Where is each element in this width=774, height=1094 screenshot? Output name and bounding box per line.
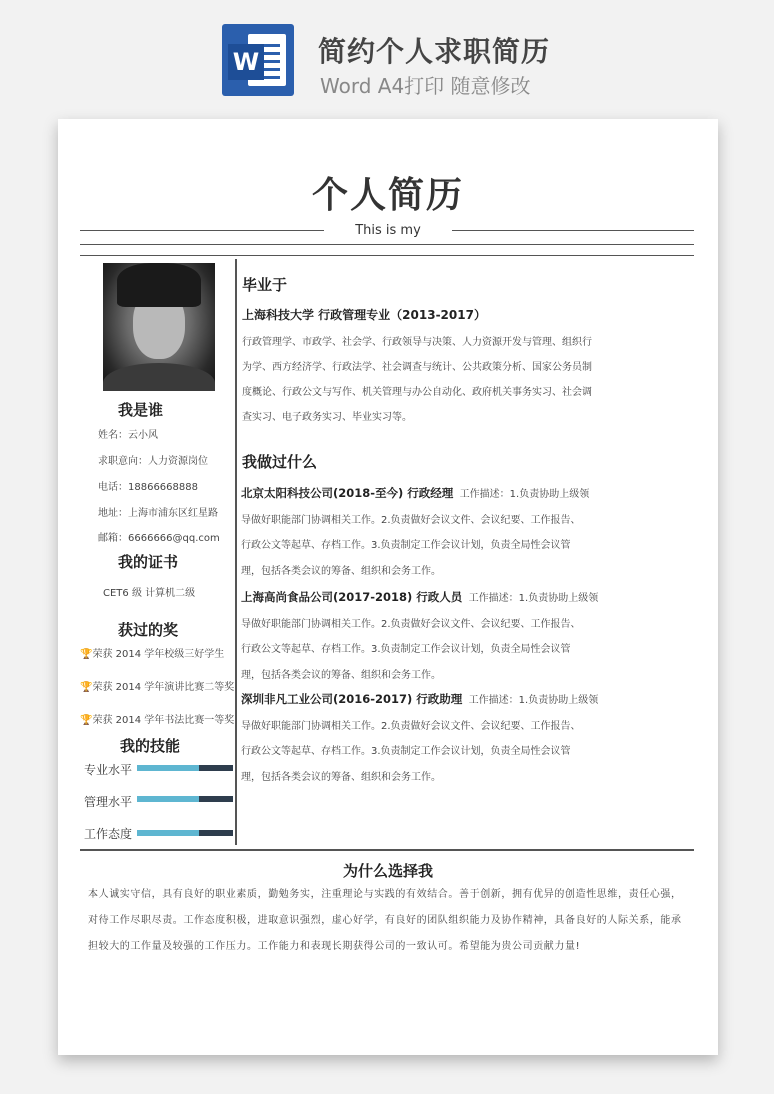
award-item: 🏆荣获 2014 学年校级三好学生 bbox=[80, 649, 225, 660]
skill-bar bbox=[137, 796, 233, 802]
who-title: 我是谁 bbox=[118, 401, 164, 419]
skill-bar bbox=[137, 830, 233, 836]
template-banner bbox=[0, 0, 774, 110]
cert-list: CET6 级 计算机二级 bbox=[103, 588, 196, 599]
award-item: 🏆荣获 2014 学年演讲比赛二等奖 bbox=[80, 682, 235, 693]
skill-title: 我的技能 bbox=[120, 737, 181, 755]
job-entry: 上海高尚食品公司(2017-2018) 行政人员 工作描述：1.负责协助上级领 导做好职能部门协调相关工作。2.负责做好会议文件、会议纪要、工作报告、 行政公文等起草、存档工作。3.负责制定工作会议计划，负责全局性会议管 理，包括各类会议的筹备、组织和会务工作。 bbox=[241, 590, 599, 681]
education-school: 上海科技大学 行政管理专业（2013-2017） bbox=[242, 308, 486, 322]
job-head: 深圳非凡工业公司(2016-2017) 行政助理 bbox=[241, 692, 463, 706]
resume-page bbox=[58, 119, 718, 1055]
column-divider bbox=[235, 259, 237, 845]
award-item: 🏆荣获 2014 学年书法比赛一等奖 bbox=[80, 715, 235, 726]
banner-subtitle: Word A4打印 随意修改 bbox=[320, 74, 531, 98]
info-address: 地址：上海市浦东区红星路 bbox=[98, 508, 218, 519]
skill-bar bbox=[137, 765, 233, 771]
skill-label: 管理水平 bbox=[84, 795, 133, 809]
education-title: 毕业于 bbox=[242, 276, 288, 294]
divider bbox=[80, 849, 694, 851]
divider bbox=[80, 255, 694, 256]
info-phone: 电话：18866668888 bbox=[98, 482, 198, 493]
info-email: 邮箱：6666666@qq.com bbox=[98, 533, 220, 544]
resume-subtitle: This is my bbox=[355, 223, 421, 238]
resume-title: 个人简历 bbox=[311, 175, 464, 216]
job-head: 上海高尚食品公司(2017-2018) 行政人员 bbox=[241, 590, 463, 604]
profile-photo bbox=[103, 263, 215, 391]
education-courses: 行政管理学、市政学、社会学、行政领导与决策、人力资源开发与管理、组织行 为学、西方经济学、行政法学、社会调查与统计、公共政策分析、国家公务员制 度概论、行政公文与写作、机关管理与办公自动化、政府机关事务实习、社会调 查实习、电子政务实习、毕业实习等。 bbox=[242, 337, 592, 423]
job-head: 北京太阳科技公司(2018-至今) 行政经理 bbox=[241, 486, 454, 500]
skill-label: 工作态度 bbox=[84, 827, 133, 841]
award-title: 获过的奖 bbox=[118, 621, 179, 639]
info-name: 姓名：云小风 bbox=[98, 430, 158, 441]
experience-title: 我做过什么 bbox=[242, 453, 318, 471]
job-entry: 北京太阳科技公司(2018-至今) 行政经理 工作描述：1.负责协助上级领 导做好职能部门协调相关工作。2.负责做好会议文件、会议纪要、工作报告、 行政公文等起草、存档工作。3.负责制定工作会议计划，负责全局性会议管 理，包括各类会议的筹备、组织和会务工作。 bbox=[241, 486, 590, 577]
why-text: 本人诚实守信，具有良好的职业素质，勤勉务实，注重理论与实践的有效结合。善于创新，拥有优异的创造性思维，责任心强，对待工作尽职尽责。工作态度积极，进取意识强烈，虚心好学，有良好的团队组织能力及协作精神，具备良好的人际关系，能承担较大的工作量及较强的工作压力。工作能力和表现长期获得公司的一致认可。希望能为贵公司贡献力量! bbox=[88, 889, 682, 952]
word-icon: W bbox=[222, 24, 294, 96]
cert-title: 我的证书 bbox=[118, 553, 179, 571]
banner-title: 简约个人求职简历 bbox=[318, 35, 551, 68]
skill-label: 专业水平 bbox=[84, 763, 133, 777]
job-entry: 深圳非凡工业公司(2016-2017) 行政助理 工作描述：1.负责协助上级领 导做好职能部门协调相关工作。2.负责做好会议文件、会议纪要、工作报告、 行政公文等起草、存档工作。3.负责制定工作会议计划，负责全局性会议管 理，包括各类会议的筹备、组织和会务工作。 bbox=[241, 692, 599, 783]
why-title: 为什么选择我 bbox=[342, 862, 433, 880]
info-intention: 求职意向：人力资源岗位 bbox=[98, 456, 208, 467]
divider bbox=[80, 244, 694, 245]
